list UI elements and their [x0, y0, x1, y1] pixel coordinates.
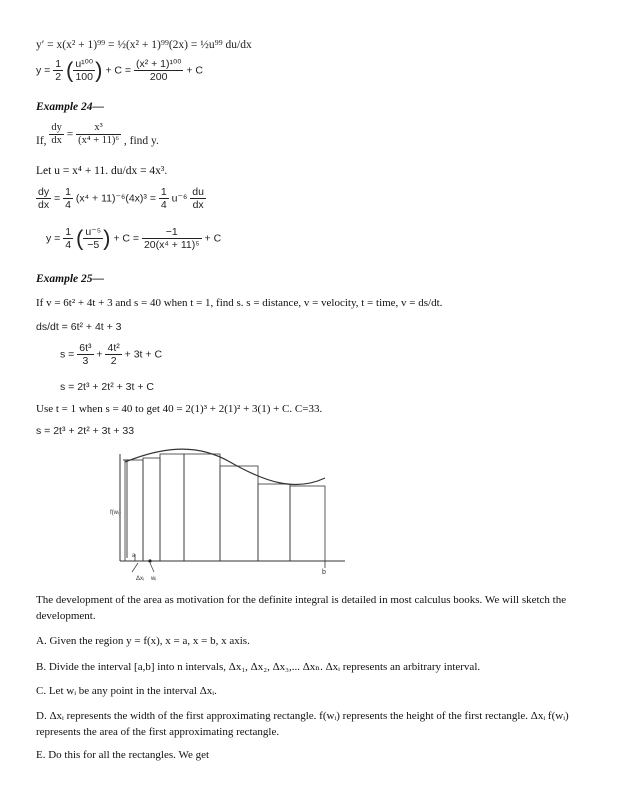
denominator: −5: [87, 239, 100, 251]
numerator: 1: [55, 58, 62, 70]
s-integral-equation: [60, 342, 162, 367]
denominator: 100: [75, 71, 93, 83]
denominator: dx: [51, 135, 62, 146]
point-w: [148, 559, 151, 562]
numerator: −1: [142, 226, 202, 239]
numerator: 6t³: [79, 342, 92, 354]
step-a: A. Given the region y = f(x), x = a, x = b, x axis.: [36, 635, 250, 647]
example-24-heading: Example 24—: [36, 101, 105, 113]
rectangle: [160, 454, 184, 561]
step-b: B. Divide the interval [a,b] into n intervals, Δx₁, Δx₂, Δx₃,... Δxₙ. Δxᵢ represents an arbitrary interval.: [36, 661, 481, 673]
numerator: 1: [65, 226, 72, 238]
denominator: 4: [65, 239, 72, 251]
frac-dy-dx: [49, 122, 64, 147]
paren-left: (: [66, 57, 74, 83]
denominator: dx: [38, 199, 50, 211]
numerator: (x² + 1)¹⁰⁰: [135, 58, 182, 70]
example-25-heading: Example 25—: [36, 273, 105, 285]
use-t-line: Use t = 1 when s = 40 to get 40 = 2(1)³ + 2(1)² + 3(1) + C. C=33.: [36, 403, 323, 415]
delta-x-indicator: [132, 563, 138, 572]
function-curve: [125, 449, 325, 484]
label-w: wᵢ: [151, 576, 157, 582]
eq-plus-c: + C: [204, 232, 222, 245]
eq-plus-3t-c: + 3t + C: [124, 348, 163, 361]
step-e: E. Do this for all the rectangles. We get: [36, 749, 210, 761]
eq-plus-c-eq: + C =: [105, 64, 132, 77]
eq-equals: =: [66, 128, 74, 141]
denominator: 3: [82, 355, 89, 367]
frac-6t3-3: [77, 342, 93, 367]
paren-right: ): [95, 57, 103, 83]
numerator: du: [192, 186, 204, 198]
frac-du-dx: [190, 186, 206, 211]
eq-mid: (x⁴ + 11)⁻⁶(4x)³ =: [75, 192, 156, 205]
frac-one-half: [53, 58, 63, 83]
frac-u-m5: [83, 226, 103, 251]
frac-x2p1-200: [134, 58, 183, 83]
eq-plus: +: [96, 348, 103, 361]
eq-plus-c: + C: [186, 64, 203, 77]
numerator: dy: [38, 186, 50, 198]
frac-m1-den: [142, 226, 202, 251]
denominator: 2: [110, 355, 117, 367]
frac-4t2-2: [105, 342, 121, 367]
label-delta-x: Δxᵢ: [136, 576, 144, 582]
numerator: u⁻⁵: [85, 226, 102, 238]
rectangle: [258, 484, 290, 561]
rectangle: [290, 486, 325, 561]
numerator: x³: [76, 122, 121, 135]
example-24-result: [46, 226, 221, 251]
rectangle: [125, 460, 143, 561]
example-24-statement: [36, 122, 159, 147]
numerator: dy: [51, 122, 62, 133]
frac-x3-over: [76, 122, 121, 147]
eq-y: y =: [36, 64, 51, 77]
denominator: 200: [149, 71, 168, 83]
numerator: u¹⁰⁰: [75, 58, 94, 70]
example-25-statement: If v = 6t² + 4t + 3 and s = 40 when t = 1, find s. s = distance, v = velocity, t = time, v = ds/dt.: [36, 297, 443, 309]
eq-equals: =: [54, 192, 61, 205]
numerator: 1: [65, 186, 71, 198]
derivative-line: y′ = x(x² + 1)⁹⁹ = ½(x² + 1)⁹⁹(2x) = ½u⁹⁹ du/dx: [36, 39, 252, 51]
s-final-line: s = 2t³ + 2t² + 3t + 33: [36, 425, 135, 437]
riemann-sum-figure: [80, 444, 350, 584]
eq-y: y =: [46, 232, 61, 245]
label-f-w: f(wᵢ): [110, 510, 121, 516]
integral-result-equation: [36, 58, 203, 83]
delta-x-indicator: [150, 563, 154, 572]
let-u-line: Let u = x⁴ + 11. du/dx = 4x³.: [36, 165, 168, 177]
eq-u-m6: u⁻⁶: [171, 192, 188, 205]
step-c: C. Let wᵢ be any point in the interval Δxᵢ.: [36, 685, 217, 697]
rectangle: [143, 458, 160, 561]
eq-s: s =: [60, 348, 75, 361]
find-y: , find y.: [123, 135, 159, 147]
denominator: 4: [160, 199, 167, 211]
frac-one-quarter-3: [63, 226, 73, 251]
eq-plus-c-eq: + C =: [113, 232, 140, 245]
label-a: a: [132, 553, 136, 559]
paren-left: (: [76, 225, 84, 251]
frac-u100: [73, 58, 95, 83]
label-b: b: [322, 569, 326, 576]
if-prefix: If,: [36, 135, 47, 147]
development-paragraph: The development of the area as motivation for the definite integral is detailed in most calculus books. We will sketch the development.: [36, 594, 567, 622]
s-polynomial-line: s = 2t³ + 2t² + 3t + C: [60, 381, 154, 393]
frac-one-quarter: [63, 186, 73, 211]
denominator: 4: [65, 199, 71, 211]
step-d: D. Δxᵢ represents the width of the first approximating rectangle. f(wᵢ) represents the height of the first rectangle. Δxᵢ f(wᵢ) represents the area of the first approximating rectangle.: [36, 710, 569, 738]
denominator: dx: [192, 199, 204, 211]
substitution-equation: [36, 186, 206, 211]
numerator: 4t²: [107, 342, 120, 354]
numerator: 1: [160, 186, 167, 198]
denominator: 2: [55, 71, 62, 83]
denominator: (x⁴ + 11)⁶: [78, 135, 120, 146]
frac-dy-dx-2: [36, 186, 51, 211]
paren-right: ): [103, 225, 111, 251]
rectangle: [184, 454, 220, 561]
ds-dt-line: ds/dt = 6t² + 4t + 3: [36, 321, 122, 333]
rectangle: [220, 466, 258, 561]
denominator: 20(x⁴ + 11)⁵: [143, 239, 200, 251]
frac-one-quarter-2: [159, 186, 169, 211]
